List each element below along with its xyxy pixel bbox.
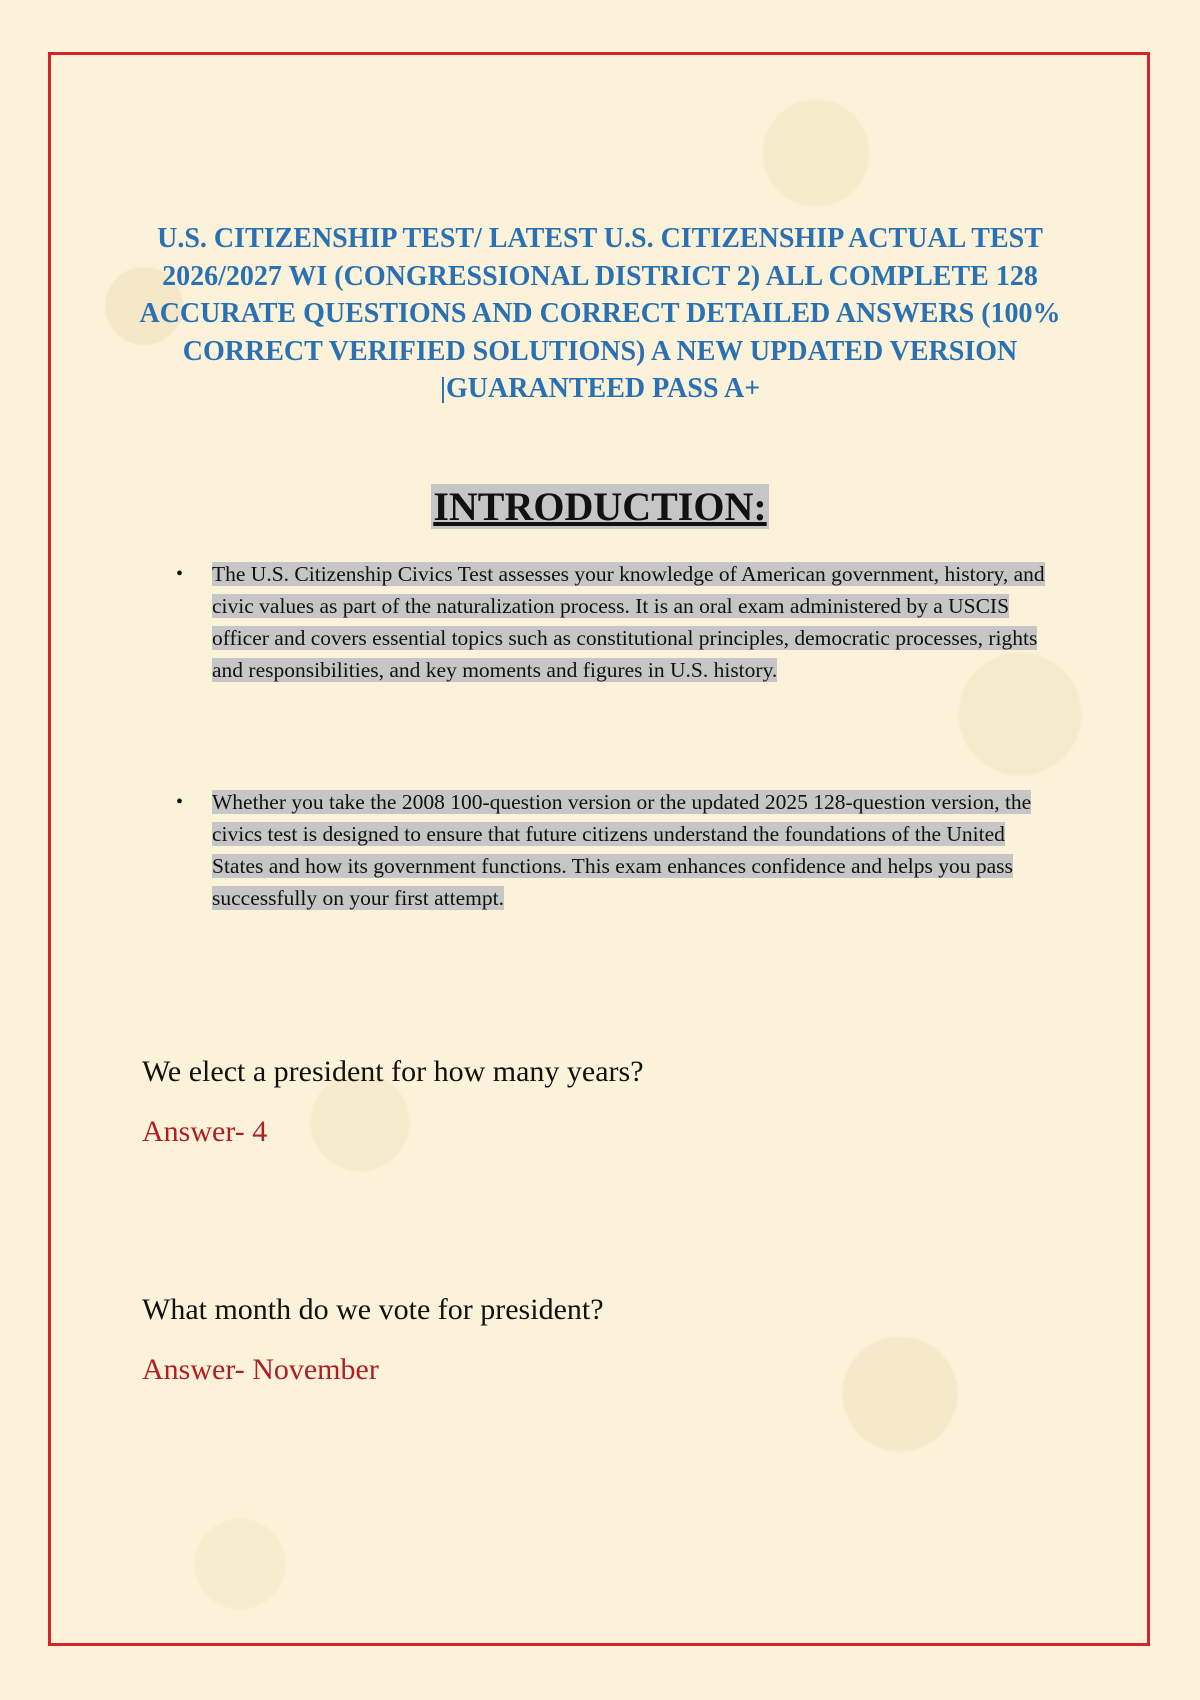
- document-title: U.S. CITIZENSHIP TEST/ LATEST U.S. CITIZENSHIP ACTUAL TEST 2026/2027 WI (CONGRESSIONAL DISTRICT 2) ALL COMPLETE 128 ACCURATE QUESTIONS AND CORRECT DETAILED ANSWERS (100% CORRECT VERIFIED SOLUTIONS) A NEW UPDATED VERSION |GUARANTEED PASS A+: [139, 223, 1061, 404]
- introduction-heading-text: INTRODUCTION:: [433, 484, 767, 529]
- intro-bullet-item: [176, 558, 1056, 686]
- answer-text: Answer- 4: [142, 1115, 268, 1148]
- question-text: We elect a president for how many years?: [142, 1055, 644, 1088]
- intro-bullet-highlight: Whether you take the 2008 100-question version or the updated 2025 128-question version, the civics test is designed to ensure that future citizens understand the foundations of the United States and how its government functions. This exam enhances confidence and helps you pass successfully on your first attempt.: [212, 790, 1032, 910]
- introduction-heading: [0, 484, 1200, 530]
- bullet-dot: •: [176, 791, 184, 813]
- intro-bullet-highlight: The U.S. Citizenship Civics Test assesses your knowledge of American government, history, and civic values as part of the naturalization process. It is an oral exam administered by a USCIS officer and covers essential topics such as constitutional principles, democratic processes, rights and responsibilities, and key moments and figures in U.S. history.: [212, 562, 1045, 682]
- bullet-dot: •: [176, 563, 184, 585]
- intro-bullet-text: [212, 558, 1056, 686]
- intro-bullet-item: [176, 786, 1056, 914]
- answer-text: Answer- November: [142, 1353, 379, 1386]
- intro-bullet-text: [212, 786, 1056, 914]
- question-text: What month do we vote for president?: [142, 1293, 604, 1326]
